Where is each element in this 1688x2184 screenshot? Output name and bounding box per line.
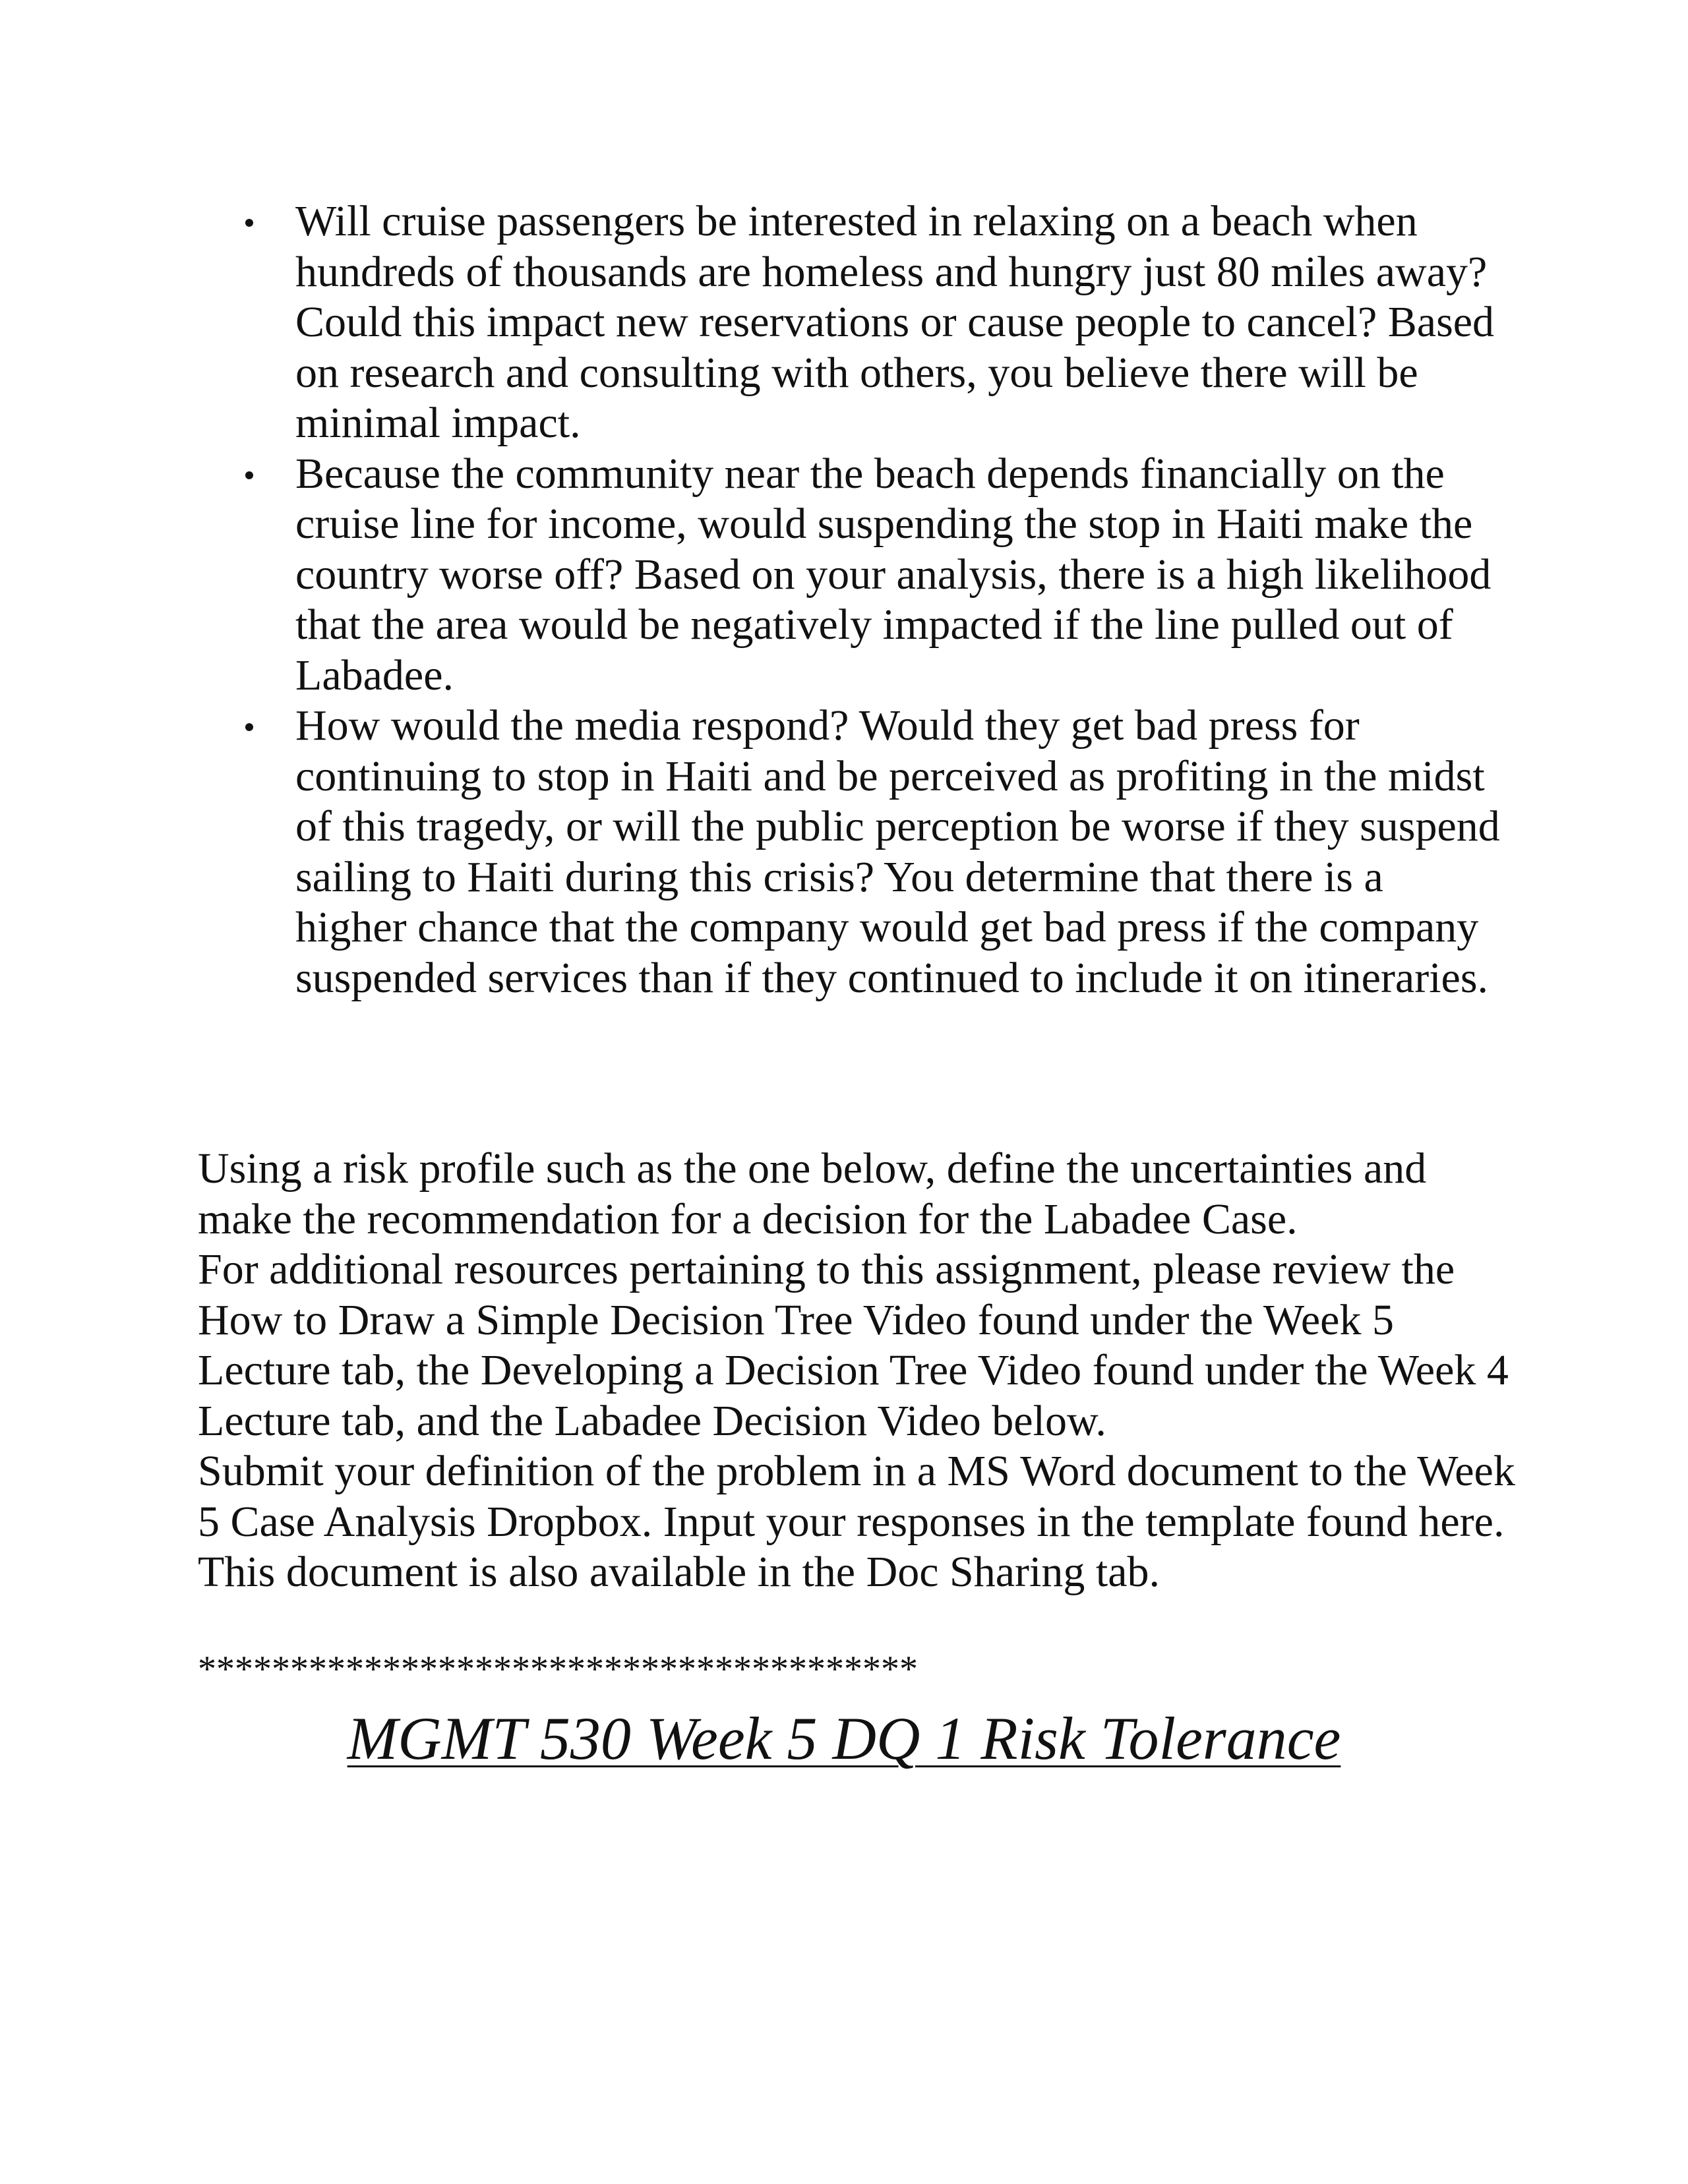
- asterisk-separator: ***************************************: [198, 1649, 918, 1689]
- bullet-text: Will cruise passengers be interested in relaxing on a beach when hundreds of thousands are homeless and hungry just 80 miles away? Could this impact new reservations or cause people to cancel? Based on research and consulting with others, you believe there will be minimal impact.: [295, 197, 1495, 447]
- list-item: [198, 701, 1503, 1003]
- instructions-paragraph: Submit your definition of the problem in a MS Word document to the Week 5 Case Analysis Dropbox. Input your responses in the template found here. This document is also available in the Doc Sharing tab.: [198, 1447, 1515, 1596]
- list-item: [198, 449, 1503, 701]
- instructions-paragraph: Using a risk profile such as the one below, define the uncertainties and make the recommendation for a decision for the Labadee Case.: [198, 1144, 1427, 1243]
- instructions-paragraph: For additional resources pertaining to this assignment, please review the How to Draw a Simple Decision Tree Video found under the Week 5 Lecture tab, the Developing a Decision Tree Video found under the Week 4 Lecture tab, and the Labadee Decision Video below.: [198, 1245, 1509, 1445]
- section-heading: MGMT 530 Week 5 DQ 1 Risk Tolerance: [347, 1705, 1341, 1772]
- bullet-icon: [245, 219, 253, 227]
- bullet-text: Because the community near the beach depends financially on the cruise line for income, would suspending the stop in Haiti make the country worse off? Based on your analysis, there is a high likelihood that the area would be negatively impacted if the line pulled out of Labadee.: [295, 449, 1492, 699]
- list-item: [198, 196, 1503, 449]
- instructions-block: [198, 1144, 1517, 1598]
- bullet-icon: [245, 471, 253, 479]
- bullet-list: [198, 196, 1503, 1003]
- bullet-icon: [245, 723, 253, 731]
- bullet-text: How would the media respond? Would they get bad press for continuing to stop in Haiti and be perceived as profiting in the midst of this tragedy, or will the public perception be worse if they suspend sailing to Haiti during this crisis? You determine that there is a higher chance that the company would get bad press if the company suspended services than if they continued to include it on itineraries.: [295, 701, 1500, 1002]
